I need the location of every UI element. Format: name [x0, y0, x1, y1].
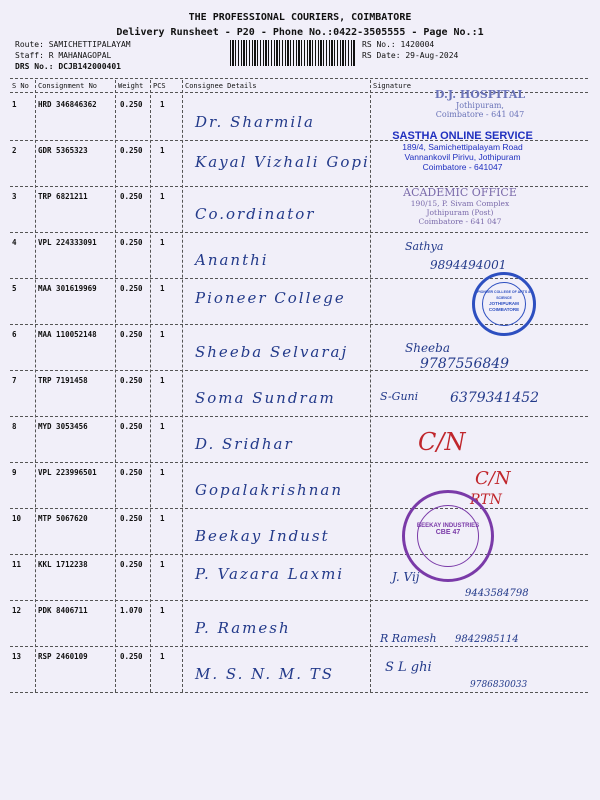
- row-weight: 0.250: [120, 514, 143, 523]
- row-sno: 2: [12, 146, 17, 155]
- row-signature: Sathya: [405, 240, 444, 253]
- row-consignee: Ananthi: [195, 251, 269, 269]
- rs-number: RS No.: 1420004: [362, 40, 435, 49]
- col-pcs: PCS: [153, 82, 166, 90]
- row-consignment-no: MYD 3053456: [38, 422, 88, 431]
- table-top-border: [10, 78, 588, 79]
- row-weight: 0.250: [120, 238, 143, 247]
- row-pcs: 1: [160, 376, 165, 385]
- row-signature: 9786830033: [470, 680, 528, 690]
- row-divider: [10, 232, 588, 233]
- beekay-industries-seal: BEEKAY INDUSTRIES CBE 47: [402, 490, 494, 582]
- row-signature: C/N: [475, 468, 511, 489]
- row-weight: 0.250: [120, 376, 143, 385]
- row-sno: 1: [12, 100, 17, 109]
- row-signature: 9842985114: [455, 634, 519, 645]
- pioneer-college-seal: PIONEER COLLEGE OF ARTS & SCIENCE JOTHIPURAM COIMBATORE: [472, 272, 536, 336]
- row-sno: 11: [12, 560, 22, 569]
- row-consignee: Co.ordinator: [195, 205, 316, 223]
- row-sno: 4: [12, 238, 17, 247]
- barcode: [230, 40, 355, 66]
- row-sno: 8: [12, 422, 17, 431]
- row-divider: [10, 462, 588, 463]
- row-consignment-no: KKL 1712238: [38, 560, 88, 569]
- row-weight: 0.250: [120, 330, 143, 339]
- row-consignee: P. Ramesh: [195, 619, 291, 637]
- row-divider: [10, 692, 588, 693]
- row-consignment-no: MTP 5067620: [38, 514, 88, 523]
- col-sno: S No: [12, 82, 29, 90]
- row-divider: [10, 646, 588, 647]
- row-consignment-no: MAA 110052148: [38, 330, 97, 339]
- row-signature: 9787556849: [420, 356, 510, 372]
- row-sno: 5: [12, 284, 17, 293]
- drs-label: DRS No.: DCJB142000401: [15, 62, 121, 71]
- row-sno: 12: [12, 606, 22, 615]
- row-consignment-no: PDK 8406711: [38, 606, 88, 615]
- row-weight: 0.250: [120, 146, 143, 155]
- row-pcs: 1: [160, 652, 165, 661]
- row-weight: 0.250: [120, 284, 143, 293]
- row-divider: [10, 554, 588, 555]
- row-sno: 6: [12, 330, 17, 339]
- row-consignee: Soma Sundram: [195, 389, 336, 407]
- row-pcs: 1: [160, 238, 165, 247]
- row-pcs: 1: [160, 606, 165, 615]
- col-consignee: Consignee Details: [185, 82, 257, 90]
- row-sno: 13: [12, 652, 22, 661]
- col-signature: Signature: [373, 82, 411, 90]
- row-pcs: 1: [160, 284, 165, 293]
- row-signature: 9894494001: [430, 258, 507, 272]
- col-weight: Weight: [118, 82, 144, 90]
- route-label: Route: SAMICHETTIPALAYAM: [15, 40, 131, 49]
- row-pcs: 1: [160, 514, 165, 523]
- row-sno: 7: [12, 376, 17, 385]
- row-pcs: 1: [160, 330, 165, 339]
- row-pcs: 1: [160, 560, 165, 569]
- row-weight: 0.250: [120, 468, 143, 477]
- row-signature: Sheeba: [405, 341, 450, 355]
- row-weight: 0.250: [120, 100, 143, 109]
- document-title: THE PROFESSIONAL COURIERS, COIMBATORE: [188, 12, 412, 23]
- row-divider: [10, 600, 588, 601]
- row-weight: 0.250: [120, 192, 143, 201]
- row-weight: 1.070: [120, 606, 143, 615]
- row-consignee: Kayal Vizhali Gopi: [195, 153, 370, 171]
- staff-label: Staff: R MAHANAGOPAL: [15, 51, 112, 60]
- row-signature: S L ghi: [385, 660, 432, 675]
- academic-office-stamp: ACADEMIC OFFICE 190/15, P. Sivam Complex Jothipuram (Post) Coimbatore - 641 047: [403, 186, 517, 226]
- col-consignment: Consignment No: [38, 82, 98, 90]
- row-consignee: Beekay Indust: [195, 527, 330, 545]
- row-signature: 6379341452: [450, 390, 540, 406]
- row-consignment-no: VPL 223996501: [38, 468, 97, 477]
- row-consignment-no: MAA 301619969: [38, 284, 97, 293]
- row-consignment-no: TRP 6821211: [38, 192, 88, 201]
- row-pcs: 1: [160, 100, 165, 109]
- row-signature: R Ramesh: [380, 632, 437, 645]
- row-consignee: P. Vazara Laxmi: [195, 565, 345, 583]
- row-consignment-no: VPL 224333091: [38, 238, 97, 247]
- row-consignee: M. S. N. M. TS: [195, 665, 335, 683]
- row-weight: 0.250: [120, 422, 143, 431]
- row-consignment-no: RSP 2460109: [38, 652, 88, 661]
- row-pcs: 1: [160, 146, 165, 155]
- sastha-stamp: SASTHA ONLINE SERVICE 189/4, Samichettipalayam Road Vannankovil Pirivu, Jothipuram Coimbatore - 641047: [392, 130, 533, 172]
- row-consignment-no: HRD 346846362: [38, 100, 97, 109]
- row-divider: [10, 508, 588, 509]
- row-signature: S-Guni: [380, 390, 419, 403]
- row-sno: 10: [12, 514, 22, 523]
- row-consignee: Pioneer College: [195, 289, 346, 307]
- row-consignee: D. Sridhar: [195, 435, 294, 453]
- row-divider: [10, 416, 588, 417]
- row-pcs: 1: [160, 468, 165, 477]
- row-signature: J. Vij: [392, 570, 420, 584]
- row-weight: 0.250: [120, 560, 143, 569]
- row-signature: C/N: [418, 428, 466, 456]
- row-consignment-no: GDR 5365323: [38, 146, 88, 155]
- row-weight: 0.250: [120, 652, 143, 661]
- document-subtitle: Delivery Runsheet - P20 - Phone No.:0422-3505555 - Page No.:1: [116, 27, 484, 38]
- row-pcs: 1: [160, 192, 165, 201]
- row-signature: RTN: [470, 492, 502, 508]
- dj-hospital-stamp: D.J. HOSPITAL Jothipuram, Coimbatore - 641 047: [434, 88, 526, 119]
- row-consignee: Sheeba Selvaraj: [195, 343, 349, 361]
- row-consignee: Gopalakrishnan: [195, 481, 343, 499]
- rs-date: RS Date: 29-Aug-2024: [362, 51, 459, 60]
- row-consignee: Dr. Sharmila: [195, 113, 315, 131]
- row-sno: 3: [12, 192, 17, 201]
- row-signature: 9443584798: [465, 588, 529, 599]
- row-sno: 9: [12, 468, 17, 477]
- row-consignment-no: TRP 7191458: [38, 376, 88, 385]
- row-pcs: 1: [160, 422, 165, 431]
- row-divider: [10, 370, 588, 371]
